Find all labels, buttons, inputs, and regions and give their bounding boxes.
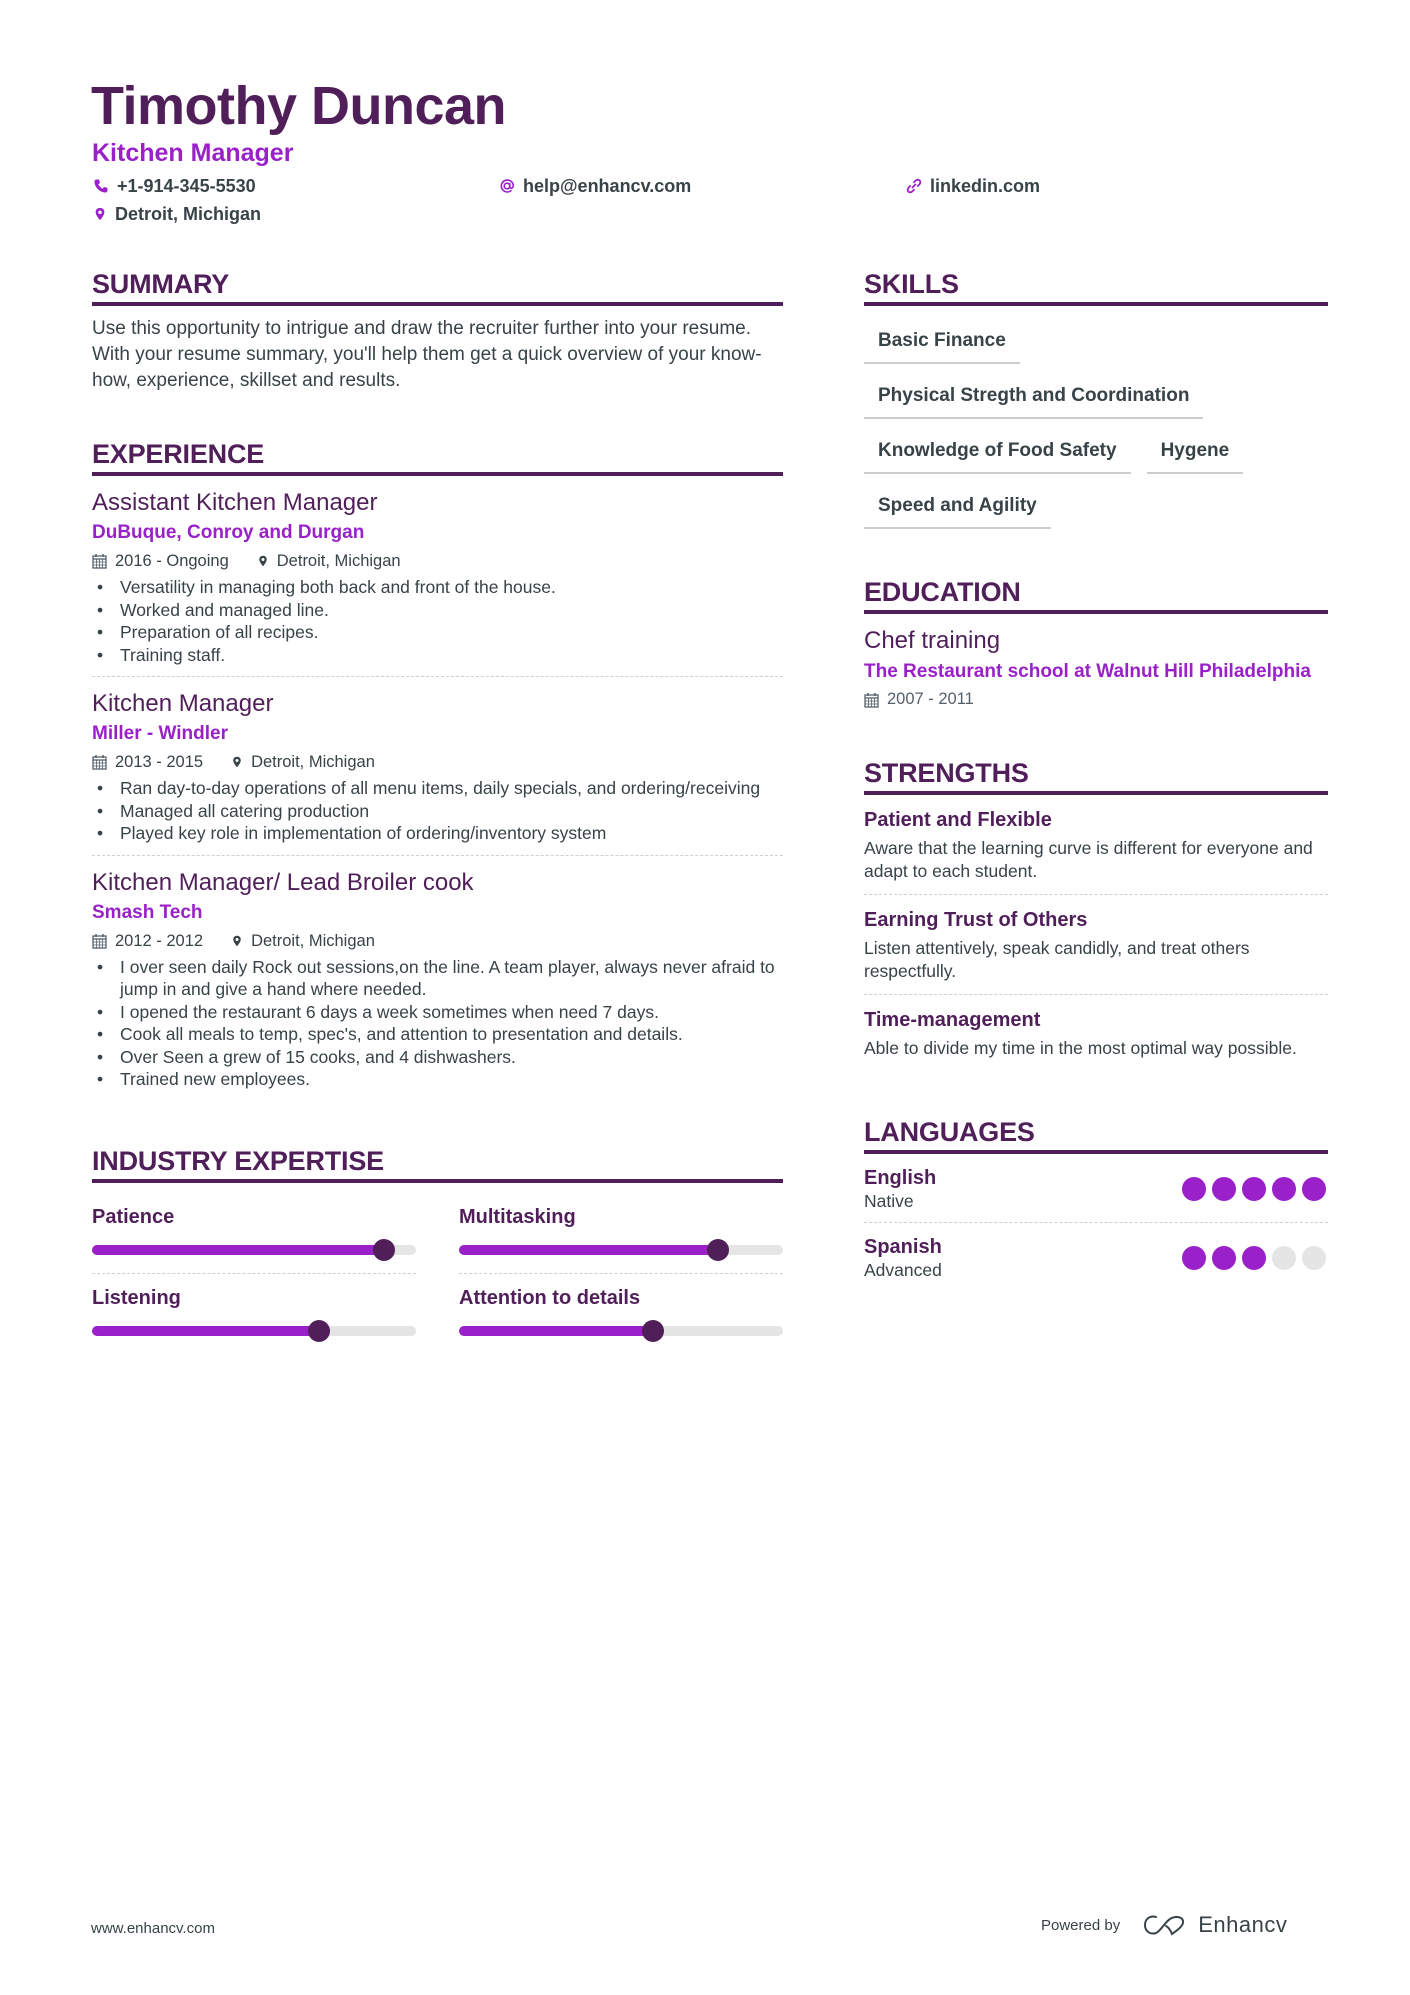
- dot-filled: [1182, 1246, 1206, 1270]
- skills-section: [864, 268, 1328, 536]
- bullet-item: • Cook all meals to temp, spec's, and attention to presentation and details.: [92, 1023, 783, 1046]
- candidate-role: Kitchen Manager: [92, 139, 294, 167]
- contact-phone[interactable]: [93, 175, 256, 197]
- enhancv-logo-icon: [1142, 1913, 1188, 1937]
- dot-empty: [1302, 1246, 1326, 1270]
- bullet-item: • Trained new employees.: [92, 1068, 783, 1091]
- bullet-item: • I opened the restaurant 6 days a week sometimes when need 7 days.: [92, 1001, 783, 1024]
- education-item: [864, 626, 1328, 709]
- strengths-heading: STRENGTHS: [864, 757, 1328, 795]
- education-heading: EDUCATION: [864, 576, 1328, 614]
- language-name: English: [864, 1166, 937, 1189]
- location-pin-icon: [231, 754, 243, 770]
- job-title: Kitchen Manager/ Lead Broiler cook: [92, 868, 474, 896]
- job-dates: 2013 - 2015: [115, 753, 204, 771]
- experience-item: [92, 476, 783, 677]
- bullet-item: • Played key role in implementation of ordering/inventory system: [92, 822, 783, 845]
- strength-title: Earning Trust of Others: [864, 909, 1088, 931]
- location-pin-icon: [231, 933, 243, 949]
- dot-filled: [1212, 1246, 1236, 1270]
- expertise-item: [459, 1274, 783, 1354]
- skill-tag: Physical Stregth and Coordination: [864, 371, 1203, 419]
- industry-expertise-section: [92, 1145, 783, 1354]
- language-item: [864, 1223, 1328, 1291]
- dot-filled: [1182, 1177, 1206, 1201]
- skills-list: [864, 316, 1328, 536]
- expertise-slider: [92, 1245, 416, 1255]
- left-column: [92, 268, 783, 1354]
- slider-fill: [459, 1326, 653, 1336]
- experience-item: [92, 677, 783, 856]
- job-bullets: [92, 777, 783, 845]
- calendar-icon: [864, 692, 879, 708]
- bullet-item: • Worked and managed line.: [92, 599, 783, 622]
- dot-filled: [1212, 1177, 1236, 1201]
- experience-item: [92, 856, 783, 1101]
- slider-knob: [373, 1239, 395, 1261]
- strength-description: Aware that the learning curve is different for everyone and adapt to each student.: [864, 838, 1313, 881]
- skill-tag: Basic Finance: [864, 316, 1020, 364]
- company-name: DuBuque, Conroy and Durgan: [92, 522, 365, 543]
- bullet-item: • Preparation of all recipes.: [92, 621, 783, 644]
- dot-empty: [1272, 1246, 1296, 1270]
- job-dates: 2016 - Ongoing: [115, 552, 229, 570]
- strength-item: [864, 995, 1328, 1072]
- job-bullets: [92, 576, 783, 666]
- slider-knob: [707, 1239, 729, 1261]
- footer-website[interactable]: www.enhancv.com: [91, 1920, 215, 1937]
- summary-section: [92, 268, 783, 394]
- strength-title: Patient and Flexible: [864, 809, 1052, 831]
- at-icon: [499, 178, 515, 194]
- expertise-grid: [92, 1193, 783, 1354]
- slider-fill: [459, 1245, 718, 1255]
- strengths-section: [864, 757, 1328, 1072]
- expertise-label: Listening: [92, 1286, 181, 1309]
- job-title: Kitchen Manager: [92, 690, 274, 717]
- dot-filled: [1242, 1177, 1266, 1201]
- footer-branding: [1041, 1912, 1287, 1938]
- bullet-item: • I over seen daily Rock out sessions,on the line. A team player, always never afraid to jump in and give a hand where needed.: [92, 956, 783, 1001]
- experience-heading: EXPERIENCE: [92, 438, 783, 476]
- bullet-item: • Over Seen a grew of 15 cooks, and 4 dishwashers.: [92, 1046, 783, 1069]
- expertise-label: Attention to details: [459, 1286, 641, 1309]
- location-pin-icon: [257, 553, 269, 569]
- education-dates: 2007 - 2011: [887, 690, 974, 708]
- website-text: linkedin.com: [930, 176, 1041, 196]
- phone-text: +1-914-345-5530: [117, 176, 256, 196]
- expertise-item: [459, 1193, 783, 1274]
- contact-location: [93, 203, 261, 225]
- languages-section: [864, 1116, 1328, 1291]
- contact-website[interactable]: [906, 175, 1040, 197]
- skill-tag: Hygene: [1147, 426, 1244, 474]
- dot-filled: [1302, 1177, 1326, 1201]
- candidate-name: Timothy Duncan: [91, 76, 507, 136]
- company-name: Smash Tech: [92, 901, 203, 923]
- expertise-label: Patience: [92, 1205, 175, 1228]
- proficiency-dots: [1182, 1246, 1326, 1270]
- strength-item: [864, 895, 1328, 995]
- job-dates: 2012 - 2012: [115, 931, 204, 950]
- language-name: Spanish: [864, 1235, 942, 1258]
- location-text: Detroit, Michigan: [115, 204, 262, 224]
- strength-description: Able to divide my time in the most optimal way possible.: [864, 1038, 1297, 1058]
- expertise-item: [92, 1274, 416, 1354]
- job-meta: [92, 930, 783, 952]
- summary-text: Use this opportunity to intrigue and draw the recruiter further into your resume. With your resume summary, you'll help them get a quick overview of your know-how, experience, skillset and results.: [92, 318, 762, 391]
- bullet-item: • Ran day-to-day operations of all menu items, daily specials, and ordering/receiving: [92, 777, 783, 800]
- strength-title: Time-management: [864, 1009, 1041, 1031]
- expertise-slider: [459, 1245, 783, 1255]
- job-location: Detroit, Michigan: [251, 753, 375, 771]
- calendar-icon: [92, 754, 107, 770]
- job-meta: [92, 550, 783, 572]
- summary-heading: SUMMARY: [92, 268, 783, 306]
- skills-heading: SKILLS: [864, 268, 1328, 306]
- dot-filled: [1242, 1246, 1266, 1270]
- strength-description: Listen attentively, speak candidly, and treat others respectfully.: [864, 938, 1250, 981]
- location-pin-icon: [93, 206, 107, 222]
- contact-email[interactable]: [499, 175, 691, 197]
- job-location: Detroit, Michigan: [251, 931, 375, 950]
- email-text: help@enhancv.com: [523, 176, 692, 196]
- strength-item: [864, 795, 1328, 895]
- calendar-icon: [92, 553, 107, 569]
- job-title: Assistant Kitchen Manager: [92, 489, 378, 516]
- experience-section: [92, 438, 783, 1101]
- slider-fill: [92, 1245, 384, 1255]
- bullet-item: • Training staff.: [92, 644, 783, 667]
- slider-knob: [642, 1320, 664, 1342]
- education-section: [864, 576, 1328, 709]
- expertise-label: Multitasking: [459, 1205, 576, 1228]
- job-location: Detroit, Michigan: [276, 552, 401, 570]
- language-level: Advanced: [864, 1259, 942, 1280]
- expertise-item: [92, 1193, 416, 1274]
- education-meta: [864, 690, 1328, 709]
- expertise-slider: [459, 1326, 783, 1336]
- languages-heading: LANGUAGES: [864, 1116, 1328, 1154]
- school-name: The Restaurant school at Walnut Hill Philadelphia: [864, 661, 1311, 682]
- bullet-item: • Versatility in managing both back and front of the house.: [92, 576, 783, 599]
- degree-title: Chef training: [864, 627, 1001, 654]
- phone-icon: [93, 178, 109, 194]
- company-name: Miller - Windler: [92, 723, 229, 744]
- enhancv-logo[interactable]: [1142, 1912, 1287, 1938]
- industry-expertise-heading: INDUSTRY EXPERTISE: [92, 1145, 783, 1183]
- slider-knob: [308, 1320, 330, 1342]
- job-bullets: [92, 956, 783, 1091]
- slider-fill: [92, 1326, 319, 1336]
- brand-name: Enhancv: [1198, 1912, 1288, 1937]
- bullet-item: • Managed all catering production: [92, 800, 783, 823]
- language-item: [864, 1154, 1328, 1223]
- calendar-icon: [92, 933, 107, 949]
- right-column: [864, 268, 1328, 1291]
- expertise-slider: [92, 1326, 416, 1336]
- job-meta: [92, 751, 783, 773]
- link-icon: [906, 178, 922, 194]
- skill-tag: Speed and Agility: [864, 481, 1051, 529]
- powered-by-label: Powered by: [1041, 1916, 1121, 1934]
- skill-tag: Knowledge of Food Safety: [864, 426, 1131, 474]
- dot-filled: [1272, 1177, 1296, 1201]
- language-level: Native: [864, 1190, 914, 1211]
- proficiency-dots: [1182, 1177, 1326, 1201]
